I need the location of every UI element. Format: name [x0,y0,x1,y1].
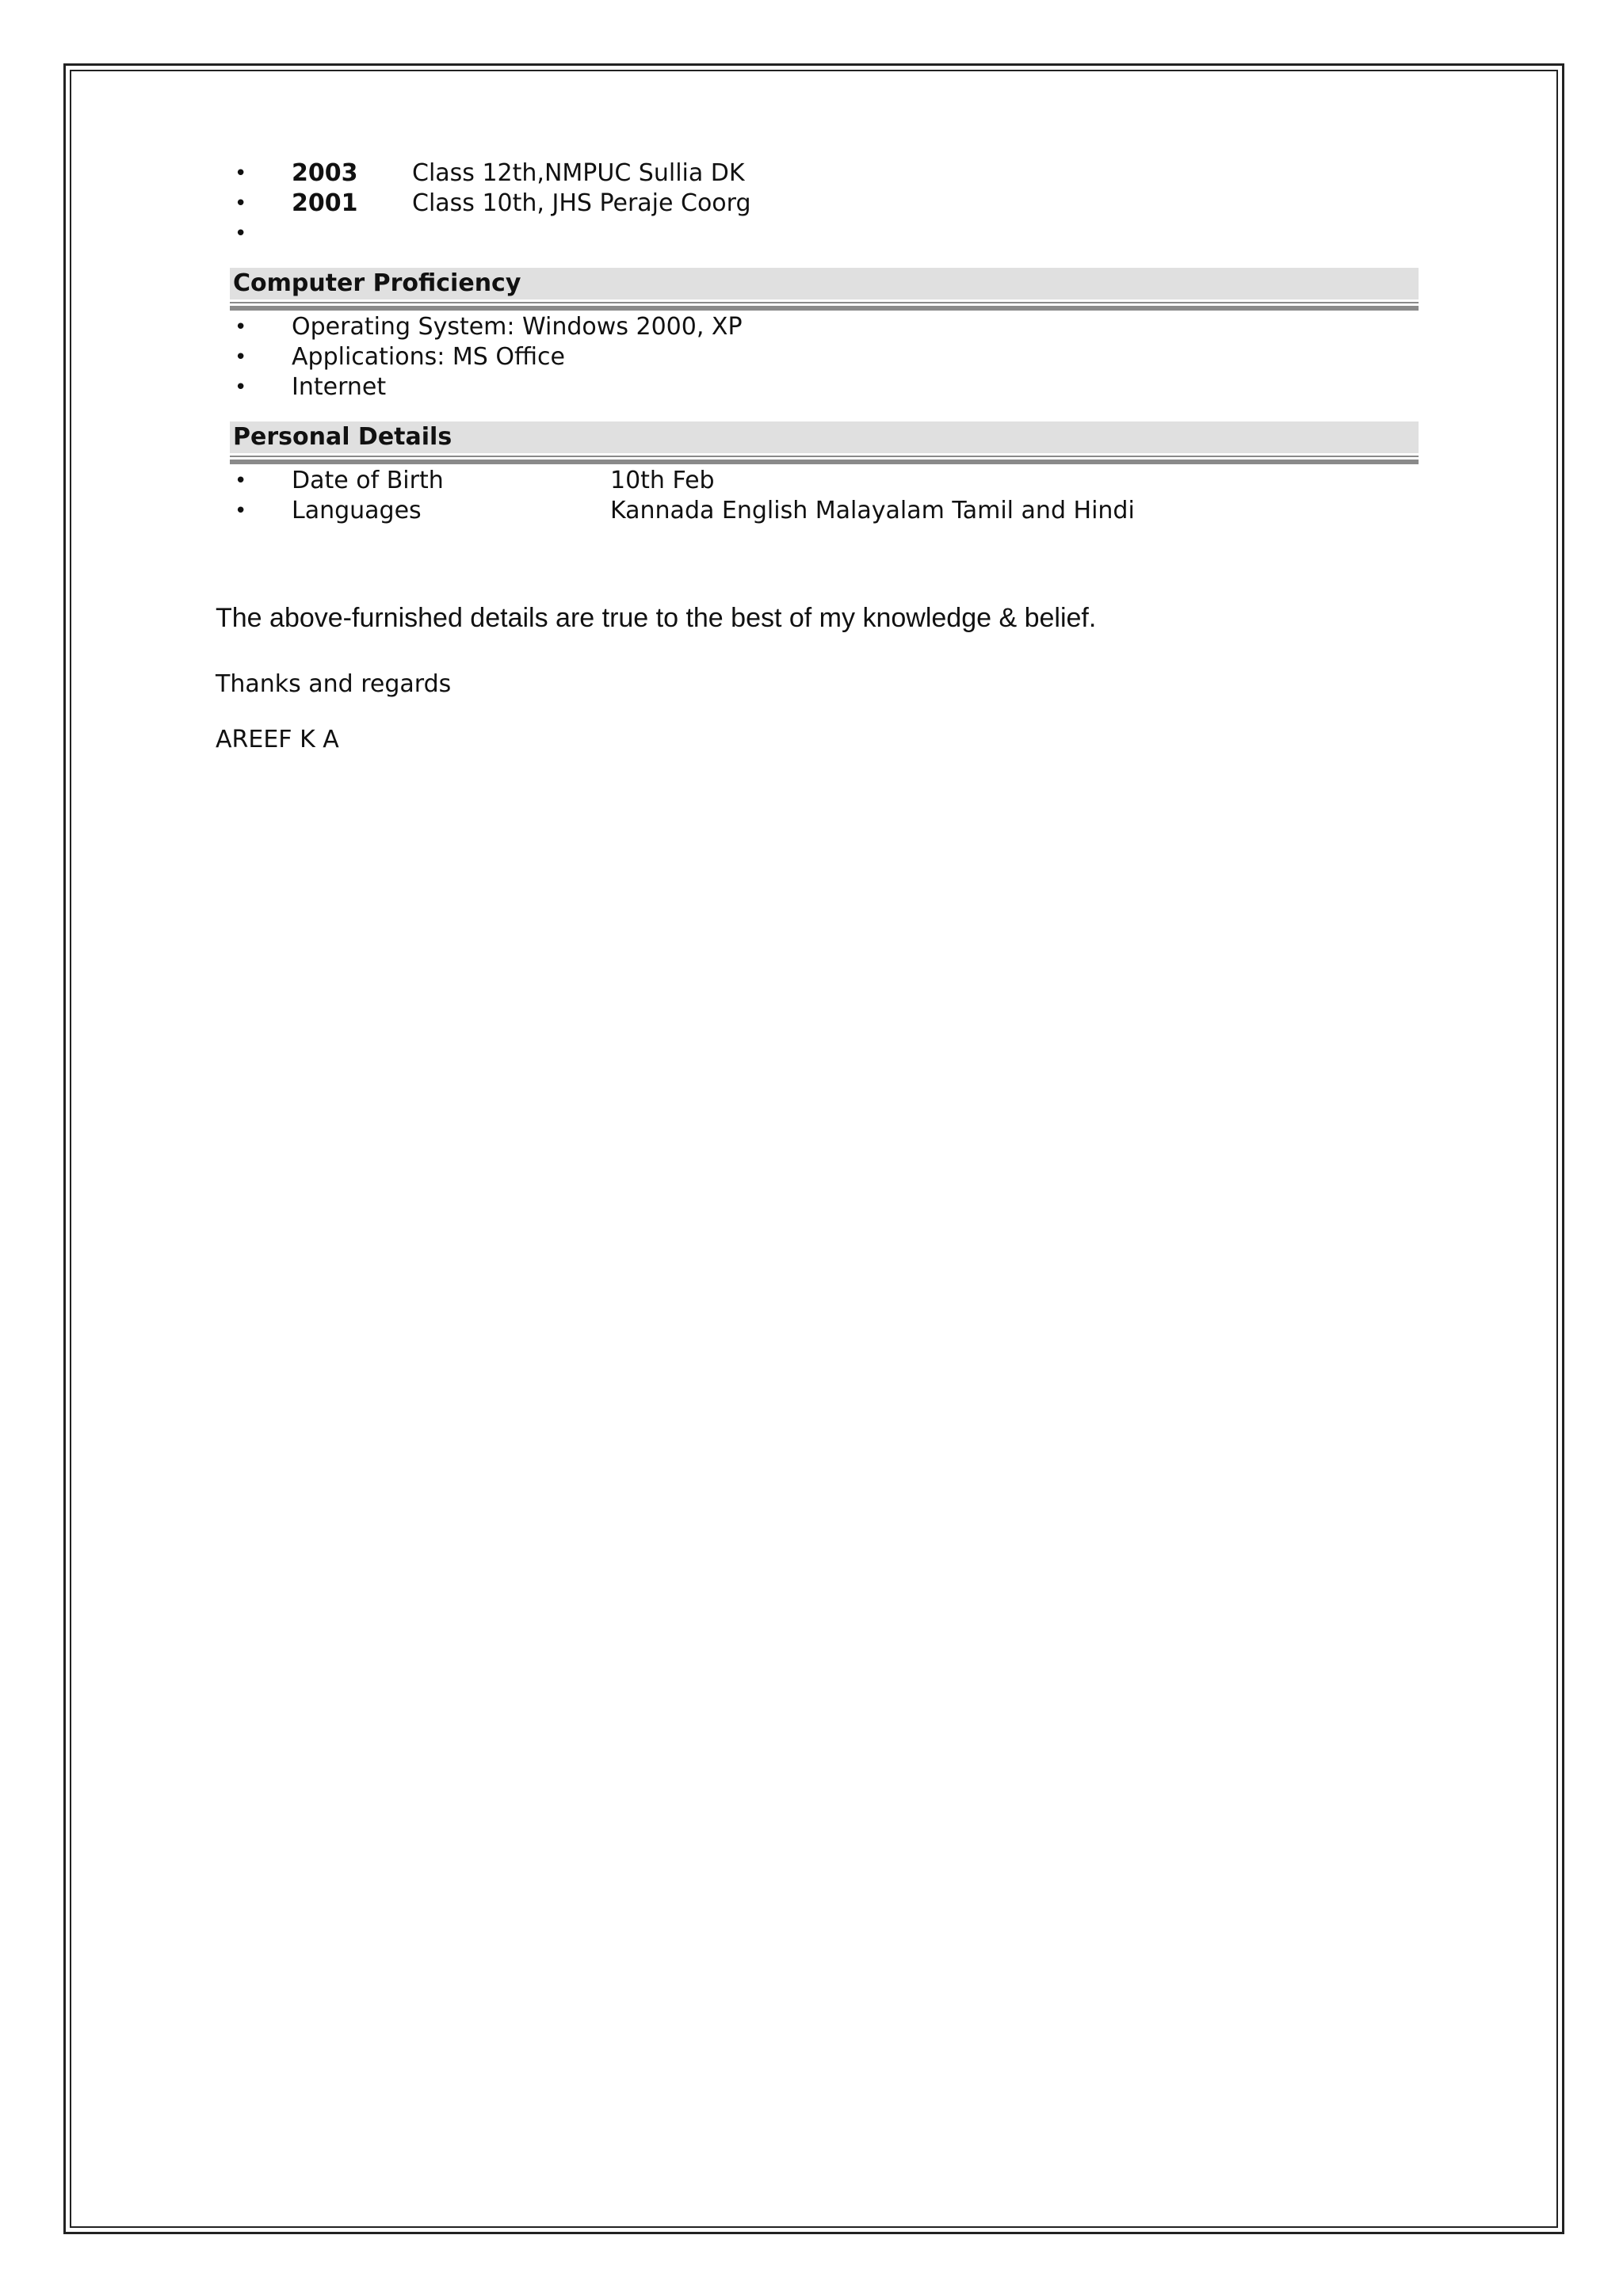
computer-proficiency-heading: Computer Proficiency [230,268,1419,299]
section-divider [230,460,1419,464]
bullet-icon: • [235,222,247,246]
bullet-icon: • [235,162,247,185]
bullet-icon: • [235,345,247,369]
personal-details-heading: Personal Details [230,421,1419,453]
proficiency-text: Internet [292,373,387,401]
bullet-icon: • [235,499,247,523]
closing-text: Thanks and regards [216,670,452,698]
bullet-icon: • [235,469,247,493]
list-item [216,496,1420,526]
education-list [216,158,1420,249]
detail-label: Date of Birth [292,467,444,494]
document-content [216,158,1420,756]
proficiency-text: Applications: MS Office [292,343,565,371]
education-year: 2003 [292,159,358,187]
education-description: Class 12th,NMPUC Sullia DK [412,159,745,187]
list-item [216,312,1420,342]
list-item [216,342,1420,372]
detail-value: Kannada English Malayalam Tamil and Hindi [610,497,1135,524]
bullet-icon: • [235,192,247,215]
list-item [216,466,1420,496]
section-divider [230,306,1419,311]
signature-name: AREEF K A [216,726,339,753]
section-divider [230,456,1419,457]
education-description: Class 10th, JHS Peraje Coorg [412,189,751,217]
section-divider [230,302,1419,303]
detail-value: 10th Feb [610,467,715,494]
bullet-icon: • [235,315,247,339]
bullet-icon: • [235,376,247,399]
education-item [216,219,1420,249]
list-item [216,372,1420,402]
personal-details-list [216,466,1420,526]
education-item [216,189,1420,219]
computer-proficiency-list [216,312,1420,402]
proficiency-text: Operating System: Windows 2000, XP [292,313,743,341]
detail-label: Languages [292,497,422,524]
education-item [216,158,1420,189]
declaration-text: The above-furnished details are true to the best of my knowledge & belief. [216,603,1097,633]
education-year: 2001 [292,189,358,217]
